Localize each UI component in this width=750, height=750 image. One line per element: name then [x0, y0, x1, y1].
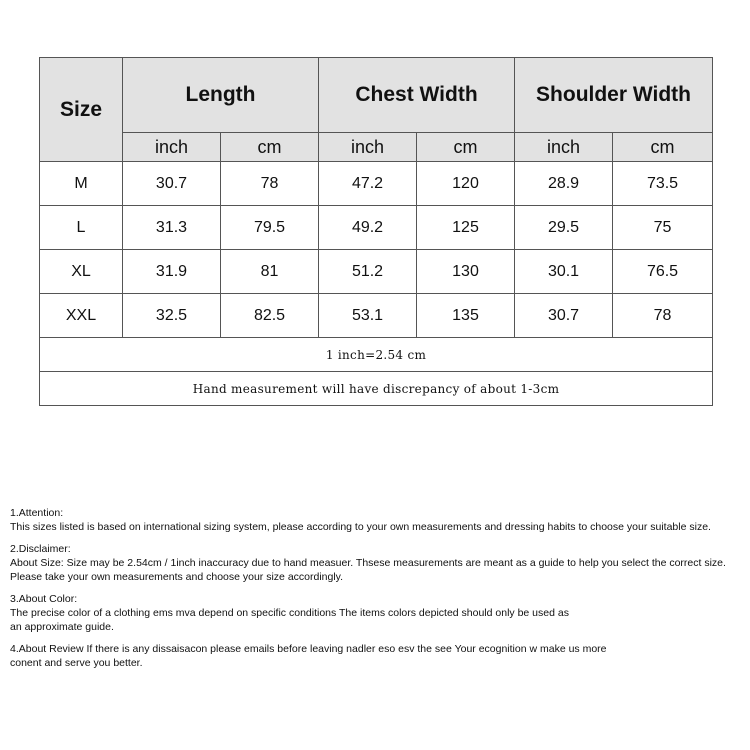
note-heading: 3.About Color: [10, 593, 78, 605]
table-cell: 28.9 [515, 162, 613, 206]
table-row [40, 294, 713, 338]
review-note [10, 642, 748, 670]
size-label: M [40, 162, 123, 206]
unit-cell: cm [613, 133, 713, 162]
note-line: an approximate guide. [10, 621, 114, 633]
note-heading: 1.Attention: [10, 507, 64, 519]
table-cell: 125 [417, 206, 515, 250]
table-cell: 135 [417, 294, 515, 338]
table-row [40, 206, 713, 250]
unit-cell: cm [221, 133, 319, 162]
table-cell: 120 [417, 162, 515, 206]
chest-width-header: Chest Width [319, 58, 515, 133]
table-row [40, 250, 713, 294]
header-row [40, 58, 713, 133]
table-cell: 30.7 [515, 294, 613, 338]
note-line: 4.About Review If there is any dissaisacon please emails before leaving nadler eso esv the see Your ecognition w make us more [10, 643, 607, 655]
unit-cell: inch [515, 133, 613, 162]
note-heading: 2.Disclaimer: [10, 543, 71, 555]
size-header: Size [40, 58, 123, 162]
table-cell: 73.5 [613, 162, 713, 206]
note-line: About Size: Size may be 2.54cm / 1inch inaccuracy due to hand measuer. Thsese measurements are meant as a guide to help you select the correct size. [10, 557, 726, 569]
table-cell: 53.1 [319, 294, 417, 338]
table-cell: 79.5 [221, 206, 319, 250]
table-cell: 78 [221, 162, 319, 206]
size-label: XL [40, 250, 123, 294]
note-line: The precise color of a clothing ems mva depend on specific conditions The items colors depicted should only be used as [10, 607, 569, 619]
unit-cell: inch [123, 133, 221, 162]
table-cell: 30.1 [515, 250, 613, 294]
table-cell: 130 [417, 250, 515, 294]
table-cell: 81 [221, 250, 319, 294]
shoulder-width-header: Shoulder Width [515, 58, 713, 133]
note-line: Please take your own measurements and choose your size accordingly. [10, 571, 344, 583]
note-line: This sizes listed is based on international sizing system, please according to your own measurements and dressing habits to choose your suitable size. [10, 521, 711, 533]
table-cell: 29.5 [515, 206, 613, 250]
size-label: XXL [40, 294, 123, 338]
unit-row [40, 133, 713, 162]
table-cell: 82.5 [221, 294, 319, 338]
table-cell: 31.3 [123, 206, 221, 250]
discrepancy-note: Hand measurement will have discrepancy of about 1-3cm [40, 372, 713, 406]
size-label: L [40, 206, 123, 250]
unit-cell: cm [417, 133, 515, 162]
note-line: conent and serve you better. [10, 657, 143, 669]
table-cell: 47.2 [319, 162, 417, 206]
table-cell: 51.2 [319, 250, 417, 294]
unit-cell: inch [319, 133, 417, 162]
table-cell: 31.9 [123, 250, 221, 294]
conversion-note: 1 inch=2.54 cm [40, 338, 713, 372]
notes-section [10, 506, 748, 678]
table-cell: 30.7 [123, 162, 221, 206]
table-cell: 76.5 [613, 250, 713, 294]
conversion-note-row [40, 338, 713, 372]
length-header: Length [123, 58, 319, 133]
size-chart-table [39, 57, 713, 406]
table-cell: 49.2 [319, 206, 417, 250]
discrepancy-note-row [40, 372, 713, 406]
table-cell: 75 [613, 206, 713, 250]
table-row [40, 162, 713, 206]
disclaimer-note [10, 542, 748, 584]
table-cell: 78 [613, 294, 713, 338]
attention-note [10, 506, 748, 534]
table-cell: 32.5 [123, 294, 221, 338]
color-note [10, 592, 748, 634]
